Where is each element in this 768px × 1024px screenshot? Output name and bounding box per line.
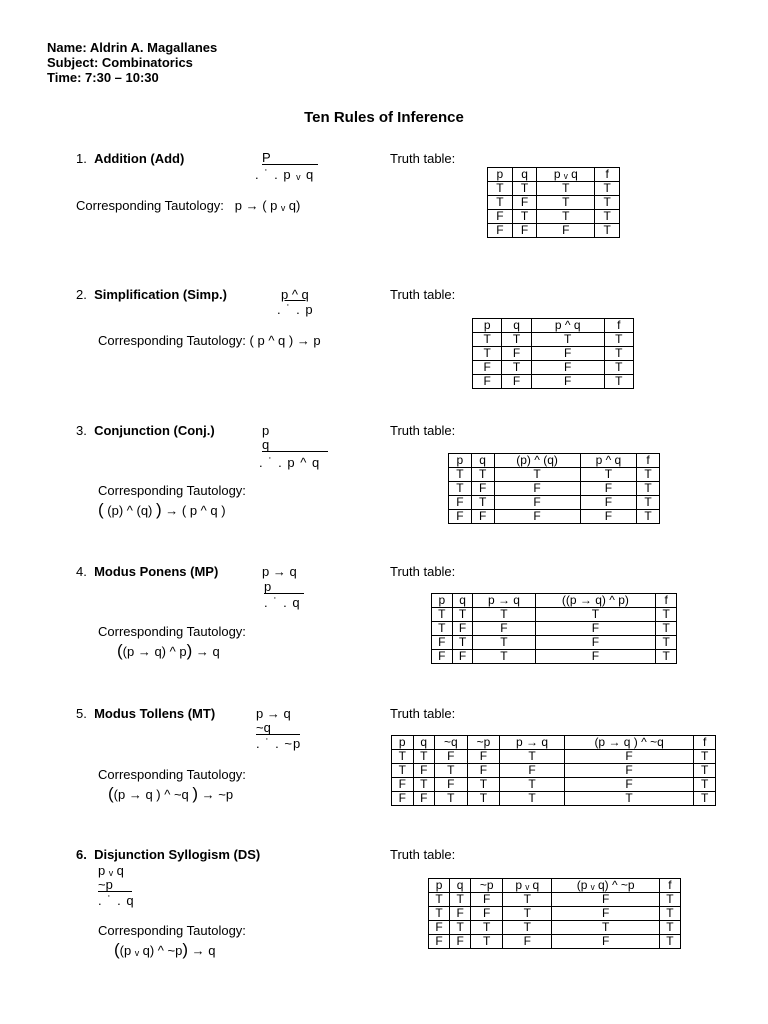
table-cell: T bbox=[500, 792, 565, 806]
rule-4-conclusion: . ˙ . q bbox=[264, 595, 301, 610]
table-cell: T bbox=[694, 750, 716, 764]
table-cell: T bbox=[512, 182, 537, 196]
table-cell: F bbox=[494, 496, 580, 510]
table-cell: F bbox=[471, 510, 494, 524]
table-cell: F bbox=[471, 893, 503, 907]
table-cell: F bbox=[432, 636, 453, 650]
rule-2-premise: p ^ q bbox=[281, 287, 309, 302]
table-row bbox=[473, 333, 634, 347]
table-cell: F bbox=[473, 361, 502, 375]
table-cell: T bbox=[656, 636, 677, 650]
tautology-label: Corresponding Tautology: bbox=[98, 767, 246, 782]
table-cell: T bbox=[595, 224, 620, 238]
table-cell: F bbox=[435, 778, 468, 792]
table-cell: F bbox=[494, 482, 580, 496]
rule-number: 5. bbox=[76, 706, 87, 721]
document-header bbox=[47, 40, 217, 85]
table-row bbox=[432, 608, 677, 622]
column-header: p → q bbox=[473, 594, 535, 608]
column-header: ((p → q) ^ p) bbox=[535, 594, 656, 608]
table-cell: T bbox=[503, 921, 552, 935]
table-cell: F bbox=[502, 375, 531, 389]
column-header: f bbox=[604, 319, 633, 333]
table-row bbox=[473, 347, 634, 361]
table-header-row bbox=[473, 319, 634, 333]
tautology-label: Corresponding Tautology: bbox=[98, 333, 246, 348]
rule-number: 6. bbox=[76, 847, 87, 862]
table-row bbox=[429, 893, 681, 907]
table-cell: T bbox=[450, 893, 471, 907]
table-cell: T bbox=[604, 361, 633, 375]
truth-table-label: Truth table: bbox=[390, 847, 456, 862]
table-row bbox=[449, 482, 660, 496]
page-title: Ten Rules of Inference bbox=[304, 109, 464, 126]
column-header: ~p bbox=[471, 879, 503, 893]
table-cell: T bbox=[604, 333, 633, 347]
subject-line: Subject: Combinatorics bbox=[47, 55, 193, 70]
table-row bbox=[432, 622, 677, 636]
rule-number: 2. bbox=[76, 287, 87, 302]
table-header-row bbox=[432, 594, 677, 608]
column-header: p → q bbox=[500, 736, 565, 750]
column-header: f bbox=[595, 168, 620, 182]
rule-name: Conjunction (Conj.) bbox=[94, 423, 215, 438]
table-cell: F bbox=[537, 224, 595, 238]
table-cell: T bbox=[531, 333, 604, 347]
rule-name: Disjunction Syllogism (DS) bbox=[94, 847, 261, 862]
table-cell: F bbox=[488, 210, 513, 224]
rule-5-tautology: ((p → q ) ^ ~q ) → ~p bbox=[108, 784, 234, 803]
table-cell: T bbox=[512, 210, 537, 224]
table-cell: F bbox=[580, 510, 637, 524]
table-cell: T bbox=[580, 468, 637, 482]
table-cell: T bbox=[429, 907, 450, 921]
table-cell: T bbox=[637, 510, 660, 524]
column-header: q bbox=[413, 736, 435, 750]
table-cell: T bbox=[473, 650, 535, 664]
table-cell: T bbox=[595, 210, 620, 224]
table-cell: T bbox=[595, 182, 620, 196]
table-cell: T bbox=[535, 608, 656, 622]
table-cell: F bbox=[450, 907, 471, 921]
table-cell: F bbox=[531, 347, 604, 361]
table-row bbox=[432, 650, 677, 664]
table-cell: F bbox=[535, 636, 656, 650]
table-cell: T bbox=[435, 764, 468, 778]
table-header-row bbox=[449, 454, 660, 468]
column-header: f bbox=[656, 594, 677, 608]
table-row bbox=[392, 764, 716, 778]
table-cell: T bbox=[392, 764, 414, 778]
table-cell: T bbox=[432, 622, 453, 636]
time-line: Time: 7:30 – 10:30 bbox=[47, 70, 159, 85]
table-cell: T bbox=[467, 778, 500, 792]
table-cell: F bbox=[580, 496, 637, 510]
table-cell: T bbox=[694, 764, 716, 778]
tautology-formula: p → ( p ᵥ q) bbox=[234, 198, 301, 213]
table-row bbox=[449, 468, 660, 482]
table-row bbox=[488, 224, 620, 238]
table-cell: F bbox=[413, 764, 435, 778]
table-header-row bbox=[392, 736, 716, 750]
rule-4-tautology: ((p → q) ^ p) → q bbox=[117, 641, 220, 660]
rule-5-conclusion: . ˙ . ~p bbox=[256, 736, 302, 751]
table-header-row bbox=[488, 168, 620, 182]
table-cell: T bbox=[659, 921, 680, 935]
rule-number: 1. bbox=[76, 151, 87, 166]
rule-5-heading bbox=[76, 706, 215, 721]
column-header: ~q bbox=[435, 736, 468, 750]
column-header: p bbox=[429, 879, 450, 893]
rule-number: 4. bbox=[76, 564, 87, 579]
table-cell: T bbox=[473, 333, 502, 347]
rule-number: 3. bbox=[76, 423, 87, 438]
column-header: q bbox=[452, 594, 473, 608]
table-cell: T bbox=[471, 921, 503, 935]
column-header: (p → q ) ^ ~q bbox=[564, 736, 694, 750]
table-cell: F bbox=[564, 750, 694, 764]
table-cell: F bbox=[467, 764, 500, 778]
table-cell: F bbox=[449, 496, 472, 510]
table-cell: T bbox=[604, 375, 633, 389]
name-line: Name: Aldrin A. Magallanes bbox=[47, 40, 218, 55]
table-cell: T bbox=[659, 907, 680, 921]
table-row bbox=[432, 636, 677, 650]
column-header: (p ᵥ q) ^ ~p bbox=[552, 879, 659, 893]
table-cell: T bbox=[637, 496, 660, 510]
table-cell: F bbox=[494, 510, 580, 524]
tautology-label: Corresponding Tautology: bbox=[76, 198, 224, 213]
table-cell: T bbox=[659, 893, 680, 907]
table-cell: T bbox=[537, 196, 595, 210]
table-cell: T bbox=[595, 196, 620, 210]
table-cell: T bbox=[488, 196, 513, 210]
rule-3-conclusion: . ˙ . p ^ q bbox=[259, 455, 321, 470]
table-cell: T bbox=[694, 778, 716, 792]
rule-name: Modus Tollens (MT) bbox=[94, 706, 216, 721]
table-cell: T bbox=[471, 935, 503, 949]
column-header: p ^ q bbox=[531, 319, 604, 333]
tautology-label: Corresponding Tautology: bbox=[98, 923, 246, 938]
table-cell: T bbox=[502, 361, 531, 375]
table-cell: T bbox=[500, 778, 565, 792]
rule-2-tautology bbox=[98, 333, 321, 348]
rule-3-heading bbox=[76, 423, 215, 438]
table-row bbox=[449, 496, 660, 510]
truth-table-label: Truth table: bbox=[390, 151, 456, 166]
table-cell: T bbox=[552, 921, 659, 935]
table-cell: F bbox=[452, 650, 473, 664]
rule-5-premise-1: p → q bbox=[256, 706, 291, 721]
rule-name: Addition (Add) bbox=[94, 151, 185, 166]
rule-6-heading bbox=[76, 847, 260, 862]
table-cell: F bbox=[580, 482, 637, 496]
rule-6-premise-2: ~p bbox=[98, 878, 132, 892]
table-cell: T bbox=[473, 636, 535, 650]
table-cell: F bbox=[449, 510, 472, 524]
table-cell: T bbox=[449, 468, 472, 482]
rule-4-heading bbox=[76, 564, 218, 579]
table-cell: T bbox=[452, 636, 473, 650]
table-cell: F bbox=[452, 622, 473, 636]
rule-4-premise-1: p → q bbox=[262, 564, 297, 579]
column-header: f bbox=[659, 879, 680, 893]
table-cell: T bbox=[435, 792, 468, 806]
table-row bbox=[429, 921, 681, 935]
table-row bbox=[429, 935, 681, 949]
table-cell: F bbox=[392, 778, 414, 792]
table-cell: T bbox=[494, 468, 580, 482]
table-cell: F bbox=[535, 622, 656, 636]
table-cell: T bbox=[656, 608, 677, 622]
rule-2-conclusion: . ˙ . p bbox=[277, 302, 314, 317]
table-cell: T bbox=[503, 907, 552, 921]
rule-5-truth-table bbox=[391, 735, 716, 806]
table-cell: T bbox=[413, 778, 435, 792]
table-cell: F bbox=[512, 196, 537, 210]
table-row bbox=[429, 907, 681, 921]
table-cell: F bbox=[473, 622, 535, 636]
table-cell: F bbox=[552, 893, 659, 907]
table-row bbox=[392, 792, 716, 806]
table-cell: T bbox=[450, 921, 471, 935]
column-header: ~p bbox=[467, 736, 500, 750]
table-cell: T bbox=[432, 608, 453, 622]
table-cell: T bbox=[452, 608, 473, 622]
rule-1-tautology bbox=[76, 198, 300, 213]
rule-3-tautology: ( (p) ^ (q) ) → ( p ^ q ) bbox=[98, 500, 226, 519]
tautology-formula: ( p ^ q ) → p bbox=[249, 333, 321, 348]
table-row bbox=[473, 361, 634, 375]
rule-3-premise-1: p bbox=[262, 423, 270, 438]
rule-6-premise-1: p ᵥ q bbox=[98, 863, 124, 878]
truth-table-label: Truth table: bbox=[390, 423, 456, 438]
column-header: q bbox=[471, 454, 494, 468]
column-header: q bbox=[450, 879, 471, 893]
table-cell: T bbox=[471, 468, 494, 482]
table-cell: F bbox=[471, 907, 503, 921]
rule-3-premise-2: q bbox=[262, 438, 328, 452]
table-cell: T bbox=[637, 468, 660, 482]
rule-2-heading bbox=[76, 287, 227, 302]
table-cell: T bbox=[473, 608, 535, 622]
column-header: p ᵥ q bbox=[537, 168, 595, 182]
table-cell: T bbox=[473, 347, 502, 361]
table-cell: F bbox=[564, 778, 694, 792]
table-cell: F bbox=[535, 650, 656, 664]
table-cell: F bbox=[552, 907, 659, 921]
table-cell: T bbox=[604, 347, 633, 361]
column-header: p ^ q bbox=[580, 454, 637, 468]
table-cell: F bbox=[500, 764, 565, 778]
table-row bbox=[488, 182, 620, 196]
table-header-row bbox=[429, 879, 681, 893]
rule-1-heading bbox=[76, 151, 184, 166]
table-cell: T bbox=[537, 182, 595, 196]
rule-6-conclusion: . ˙ . q bbox=[98, 893, 135, 908]
column-header: p bbox=[449, 454, 472, 468]
rule-6-tautology: ((p ᵥ q) ^ ~p) → q bbox=[114, 940, 216, 959]
rule-name: Modus Ponens (MP) bbox=[94, 564, 219, 579]
table-cell: T bbox=[392, 750, 414, 764]
table-cell: T bbox=[656, 622, 677, 636]
table-cell: T bbox=[413, 750, 435, 764]
table-cell: F bbox=[512, 224, 537, 238]
rule-2-truth-table bbox=[472, 318, 634, 389]
table-cell: F bbox=[531, 361, 604, 375]
tautology-label: Corresponding Tautology: bbox=[98, 624, 246, 639]
table-cell: T bbox=[537, 210, 595, 224]
table-cell: F bbox=[471, 482, 494, 496]
table-cell: F bbox=[473, 375, 502, 389]
table-cell: F bbox=[467, 750, 500, 764]
truth-table-label: Truth table: bbox=[390, 564, 456, 579]
column-header: p bbox=[473, 319, 502, 333]
column-header: p ᵥ q bbox=[503, 879, 552, 893]
table-row bbox=[392, 778, 716, 792]
table-cell: F bbox=[503, 935, 552, 949]
column-header: p bbox=[432, 594, 453, 608]
table-cell: F bbox=[429, 935, 450, 949]
rule-3-truth-table bbox=[448, 453, 660, 524]
table-row bbox=[488, 196, 620, 210]
table-cell: T bbox=[503, 893, 552, 907]
tautology-label: Corresponding Tautology: bbox=[98, 483, 246, 498]
table-cell: T bbox=[467, 792, 500, 806]
table-cell: F bbox=[450, 935, 471, 949]
table-cell: T bbox=[488, 182, 513, 196]
column-header: q bbox=[502, 319, 531, 333]
table-cell: F bbox=[392, 792, 414, 806]
rule-1-truth-table bbox=[487, 167, 620, 238]
table-cell: F bbox=[531, 375, 604, 389]
rule-1-premise: P bbox=[262, 151, 318, 165]
table-cell: T bbox=[500, 750, 565, 764]
rule-name: Simplification (Simp.) bbox=[94, 287, 227, 302]
rule-5-premise-2: ~q bbox=[256, 721, 300, 735]
table-cell: F bbox=[502, 347, 531, 361]
table-cell: T bbox=[449, 482, 472, 496]
column-header: f bbox=[637, 454, 660, 468]
truth-table-label: Truth table: bbox=[390, 706, 456, 721]
table-cell: T bbox=[471, 496, 494, 510]
rule-6-truth-table bbox=[428, 878, 681, 949]
column-header: p bbox=[488, 168, 513, 182]
rule-4-truth-table bbox=[431, 593, 677, 664]
table-cell: F bbox=[552, 935, 659, 949]
rule-1-conclusion: . ˙ . p ᵥ q bbox=[255, 167, 315, 182]
table-cell: F bbox=[435, 750, 468, 764]
table-row bbox=[449, 510, 660, 524]
table-row bbox=[488, 210, 620, 224]
table-cell: T bbox=[564, 792, 694, 806]
table-cell: F bbox=[413, 792, 435, 806]
table-cell: F bbox=[429, 921, 450, 935]
table-cell: T bbox=[429, 893, 450, 907]
table-cell: T bbox=[656, 650, 677, 664]
table-cell: F bbox=[488, 224, 513, 238]
table-cell: T bbox=[694, 792, 716, 806]
rule-4-premise-2: p bbox=[264, 580, 304, 594]
column-header: f bbox=[694, 736, 716, 750]
column-header: q bbox=[512, 168, 537, 182]
table-row bbox=[473, 375, 634, 389]
table-cell: T bbox=[637, 482, 660, 496]
column-header: p bbox=[392, 736, 414, 750]
table-cell: T bbox=[502, 333, 531, 347]
column-header: (p) ^ (q) bbox=[494, 454, 580, 468]
table-cell: F bbox=[564, 764, 694, 778]
truth-table-label: Truth table: bbox=[390, 287, 456, 302]
table-cell: F bbox=[432, 650, 453, 664]
table-cell: T bbox=[659, 935, 680, 949]
table-row bbox=[392, 750, 716, 764]
